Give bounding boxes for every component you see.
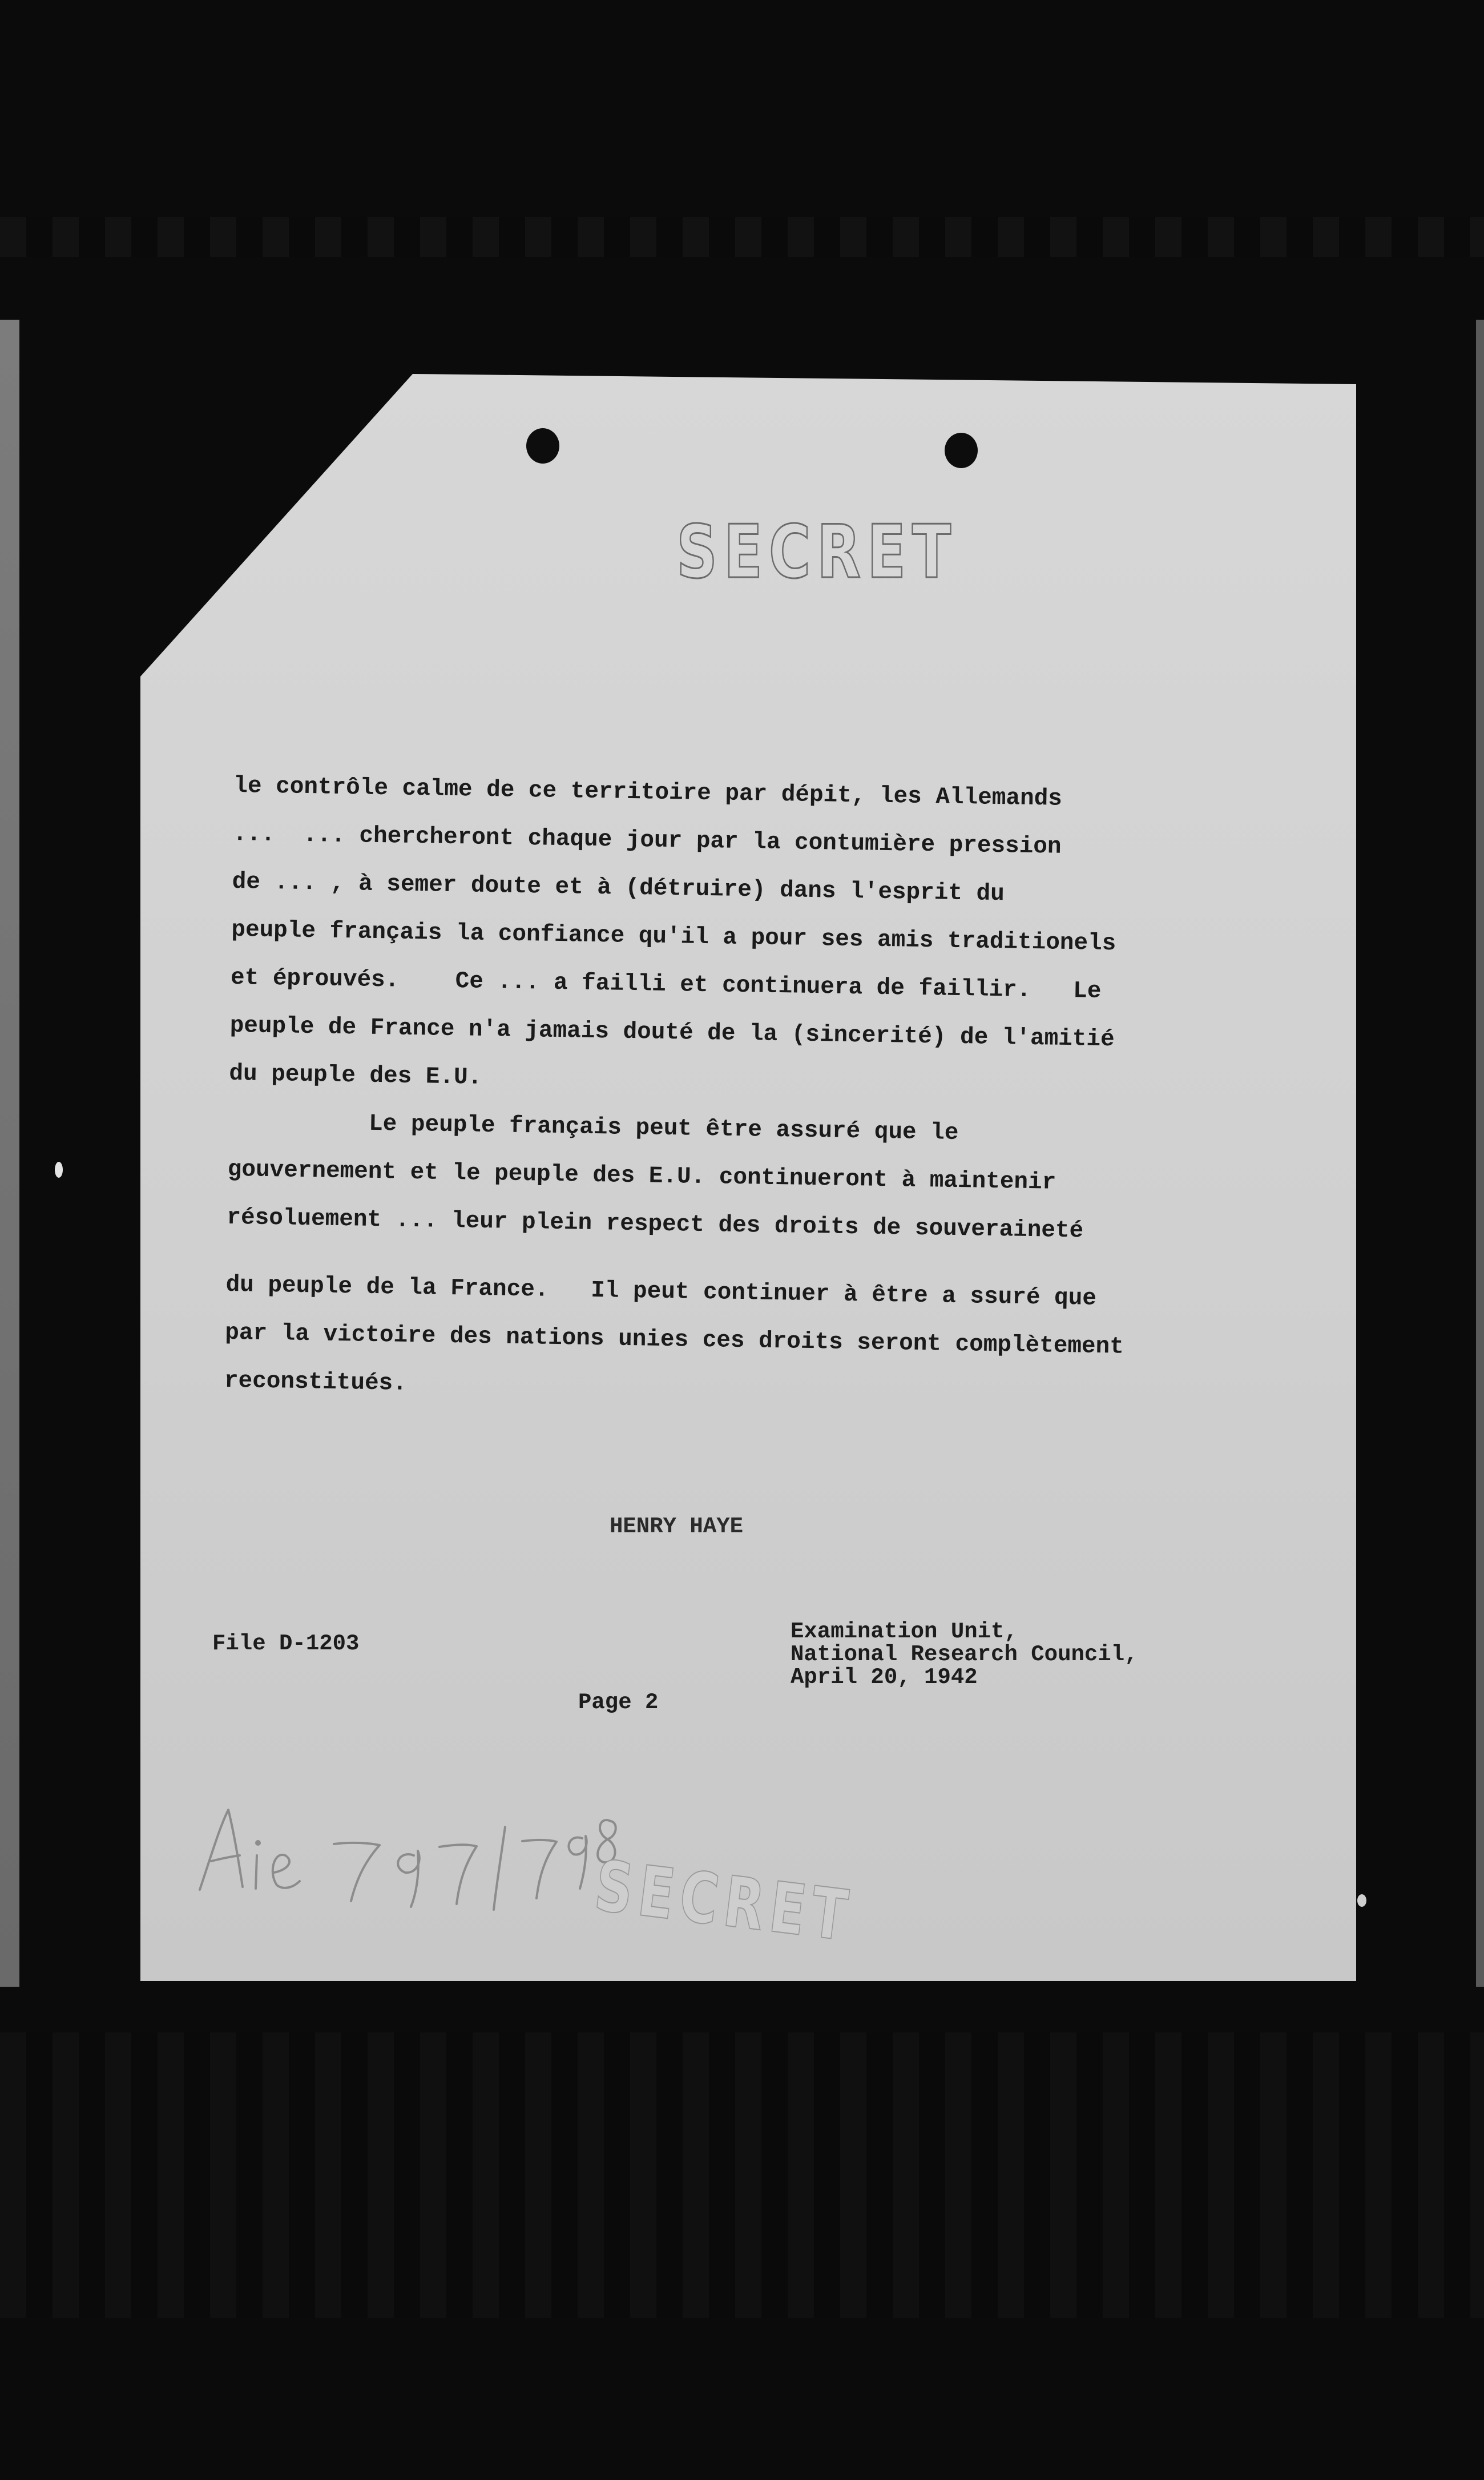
body-line: peuple de France n'a jamais douté de la (sincerité) de l'amitié (229, 1012, 1115, 1053)
body-line: peuple français la confiance qu'il a pour ses amis traditionels (231, 916, 1116, 957)
body-line: ... ... chercheront chaque jour par la contumière pression (232, 820, 1062, 860)
body-line: le contrôle calme de ce territoire par dépit, les Allemands (233, 772, 1063, 812)
body-line: de ... , à semer doute et à (détruire) dans l'esprit du (232, 868, 1005, 908)
body-line: résoluement ... leur plein respect des droits de souveraineté (227, 1204, 1084, 1245)
office-line: Examination Unit, (791, 1619, 1018, 1644)
body-line: et éprouvés. Ce ... a failli et continuera de faillir. Le (230, 964, 1102, 1005)
film-band-top (0, 217, 1484, 257)
letter-body (224, 762, 1204, 1420)
film-speck (55, 1162, 63, 1178)
body-line: Le peuple français peut être assuré que le (228, 1108, 959, 1147)
office-line: National Research Council, (791, 1642, 1138, 1667)
adjacent-page-edge-left (0, 320, 19, 1987)
adjacent-page-edge-right (1476, 320, 1484, 1987)
body-line: reconstitués. (224, 1367, 408, 1397)
film-speck (1357, 1894, 1366, 1907)
body-line: du peuple des E.U. (229, 1060, 482, 1091)
film-band-bottom (0, 2032, 1484, 2318)
page-number: Page 2 (578, 1690, 659, 1715)
body-line: du peuple de la France. Il peut continuer à être a ssuré que (225, 1271, 1097, 1312)
office-block (791, 1620, 1138, 1689)
punch-hole-right (945, 433, 978, 468)
secret-stamp-bottom: SECRET (590, 1845, 858, 1958)
file-reference: File D-1203 (212, 1631, 360, 1656)
secret-stamp-top: SECRET (676, 510, 958, 595)
body-line: par la victoire des nations unies ces droits seront complètement (224, 1319, 1124, 1360)
signature-name: HENRY HAYE (610, 1514, 744, 1539)
handwritten-note (188, 1787, 622, 1913)
body-line: gouvernement et le peuple des E.U. continueront à maintenir (227, 1156, 1056, 1196)
punch-hole-left (526, 428, 559, 464)
office-line: April 20, 1942 (791, 1665, 978, 1690)
